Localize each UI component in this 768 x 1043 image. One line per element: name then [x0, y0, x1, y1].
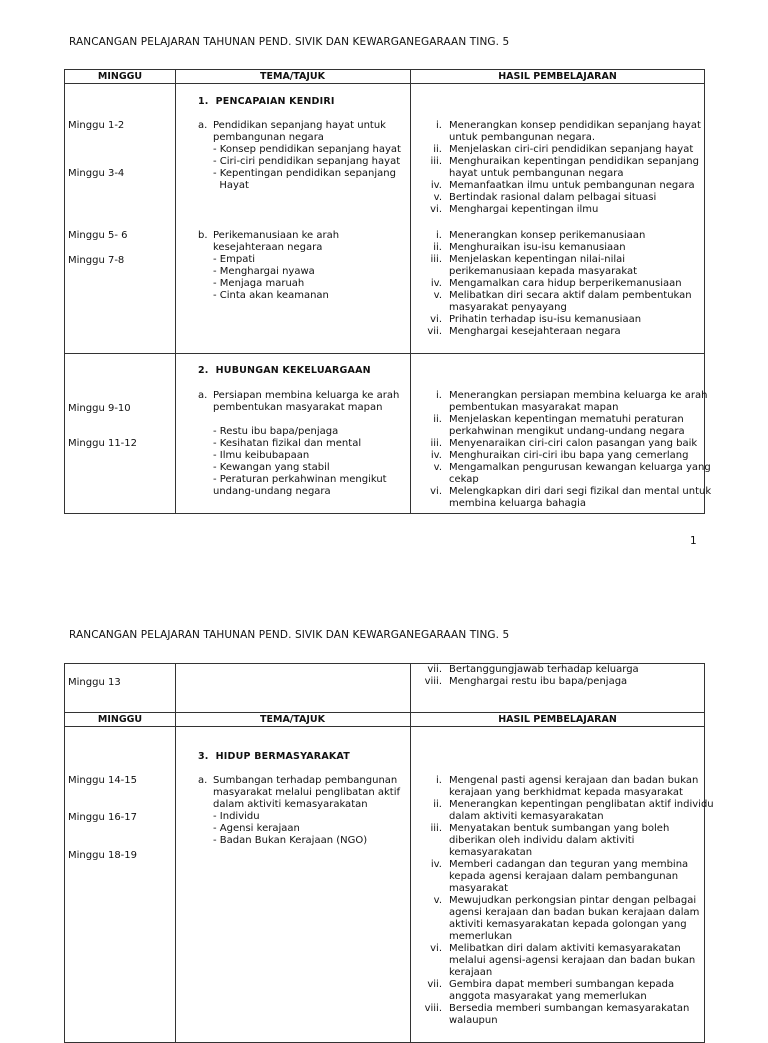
col-header-tema: TEMA/TAJUK	[260, 71, 325, 82]
outcome-text: Menjelaskan ciri-ciri pendidikan sepanjang hayat	[449, 144, 694, 155]
outcome-number: i.	[436, 230, 442, 241]
outcome-text: cekap	[449, 474, 479, 485]
outcome-number: vi.	[430, 943, 442, 954]
page-number: 1	[690, 535, 697, 547]
outcome-text: perikemanusiaan kepada masyarakat	[449, 266, 638, 277]
outcome-text: pembentukan masyarakat mapan	[449, 402, 619, 413]
page-header-title: RANCANGAN PELAJARAN TAHUNAN PEND. SIVIK DAN KEWARGANEGARAAN TING. 5	[69, 36, 510, 48]
topic-text: Hayat	[213, 180, 249, 191]
topic-text: Sumbangan terhadap pembangunan	[213, 775, 398, 786]
outcome-text: Memanfaatkan ilmu untuk pembangunan negara	[449, 180, 695, 191]
outcome-text: Prihatin terhadap isu-isu kemanusiaan	[449, 314, 642, 325]
outcome-number: vii.	[427, 326, 442, 337]
col-header-minggu-2: MINGGU	[97, 714, 143, 725]
page2-header-title: RANCANGAN PELAJARAN TAHUNAN PEND. SIVIK DAN KEWARGANEGARAAN TING. 5	[69, 629, 510, 641]
outcome-text: Menyenaraikan ciri-ciri calon pasangan yang baik	[449, 438, 698, 449]
topic-text: - Menghargai nyawa	[213, 266, 315, 277]
week-label: Minggu 18-19	[68, 850, 138, 861]
outcome-number: iii.	[430, 254, 442, 265]
outcome-number: vi.	[430, 204, 442, 215]
topic-text: - Kepentingan pendidikan sepanjang	[213, 168, 396, 179]
outcome-text: Menghuraikan ciri-ciri ibu bapa yang cemerlang	[449, 450, 689, 461]
topic-text: pembangunan negara	[213, 132, 324, 143]
outcome-text: Melibatkan diri dalam aktiviti kemasyarakatan	[449, 943, 681, 954]
outcome-text: Bersedia memberi sumbangan kemasyarakatan	[449, 1003, 690, 1014]
topic-text: - Konsep pendidikan sepanjang hayat	[213, 144, 401, 155]
outcome-number: vii.	[427, 979, 442, 990]
topic-text: kesejahteraan negara	[213, 242, 323, 253]
outcome-text: Menerangkan kepentingan penglibatan aktif individu	[449, 799, 714, 810]
outcome-text: agensi kerajaan dan badan bukan kerajaan dalam	[449, 907, 700, 918]
outcome-text: Mengamalkan pengurusan kewangan keluarga yang	[449, 462, 711, 473]
outcome-text: anggota masyarakat yang memerlukan	[449, 991, 647, 1002]
topic-text: - Menjaga maruah	[213, 278, 305, 289]
outcome-text: Mengenal pasti agensi kerajaan dan badan bukan	[449, 775, 699, 786]
col-header-hasil: HASIL PEMBELAJARAN	[498, 71, 617, 82]
outcome-number: iv.	[430, 278, 442, 289]
outcome-number: v.	[433, 462, 442, 473]
col-header-minggu: MINGGU	[97, 71, 143, 82]
outcome-text: Memberi cadangan dan teguran yang membina	[449, 859, 689, 870]
outcome-number: iv.	[430, 180, 442, 191]
topic-text: - Empati	[213, 254, 256, 265]
topic-text: undang-undang negara	[213, 486, 331, 497]
outcome-text: kemasyarakatan	[449, 847, 533, 858]
topic-text: masyarakat melalui penglibatan aktif	[213, 787, 401, 798]
outcome-number: ii.	[433, 242, 442, 253]
outcome-number: iii.	[430, 156, 442, 167]
topic-text: - Ciri-ciri pendidikan sepanjang hayat	[213, 156, 401, 167]
section-title: 3. HIDUP BERMASYARAKAT	[198, 751, 350, 762]
week-label: Minggu 11-12	[68, 438, 138, 449]
outcome-text: kerajaan	[449, 967, 493, 978]
topic-text: pembentukan masyarakat mapan	[213, 402, 383, 413]
section-title: 1. PENCAPAIAN KENDIRI	[198, 96, 335, 107]
topic-text: - Agensi kerajaan	[213, 823, 300, 834]
topic-text: Persiapan membina keluarga ke arah	[213, 390, 400, 401]
outcome-text: Melibatkan diri secara aktif dalam pembentukan	[449, 290, 692, 301]
outcome-text: Menjelaskan kepentingan mematuhi peraturan	[449, 414, 684, 425]
outcome-text: Mengamalkan cara hidup berperikemanusiaan	[449, 278, 682, 289]
outcome-text: memerlukan	[449, 931, 513, 942]
week-label: Minggu 16-17	[68, 812, 138, 823]
outcome-text: melalui agensi-agensi kerajaan dan badan bukan	[449, 955, 696, 966]
outcome-number: iv.	[430, 859, 442, 870]
outcome-text: membina keluarga bahagia	[449, 498, 587, 509]
outcome-text: Mewujudkan perkongsian pintar dengan pelbagai	[449, 895, 697, 906]
week-label: Minggu 14-15	[68, 775, 138, 786]
outcome-text: Menghargai restu ibu bapa/penjaga	[449, 676, 628, 687]
outcome-text: Menyatakan bentuk sumbangan yang boleh	[449, 823, 670, 834]
outcome-number: iii.	[430, 823, 442, 834]
outcome-text: Bertanggungjawab terhadap keluarga	[449, 664, 639, 675]
outcome-number: i.	[436, 120, 442, 131]
outcome-text: Menjelaskan kepentingan nilai-nilai	[449, 254, 626, 265]
outcome-text: hayat untuk pembangunan negara	[449, 168, 624, 179]
week-label: Minggu 3-4	[68, 168, 125, 179]
outcome-text: untuk pembangunan negara.	[449, 132, 596, 143]
outcome-text: Menerangkan persiapan membina keluarga ke arah	[449, 390, 708, 401]
col-header-hasil-2: HASIL PEMBELAJARAN	[498, 714, 617, 725]
topic-text: Perikemanusiaan ke arah	[213, 230, 340, 241]
outcome-number: ii.	[433, 414, 442, 425]
outcome-text: Menerangkan konsep pendidikan sepanjang hayat	[449, 120, 701, 131]
outcome-text: kerajaan yang berkhidmat kepada masyarakat	[449, 787, 683, 798]
week-label: Minggu 7-8	[68, 255, 125, 266]
col-header-tema-2: TEMA/TAJUK	[260, 714, 325, 725]
outcome-text: masyarakat penyayang	[449, 302, 567, 313]
topic-text: - Individu	[213, 811, 260, 822]
outcome-text: dalam aktiviti kemasyarakatan	[449, 811, 604, 822]
section-title: 2. HUBUNGAN KEKELUARGAAN	[198, 365, 371, 376]
week-label: Minggu 5- 6	[68, 230, 128, 241]
outcome-number: ii.	[433, 144, 442, 155]
outcome-text: Menghargai kepentingan ilmu	[449, 204, 599, 215]
outcome-text: diberikan oleh individu dalam aktiviti	[449, 835, 635, 846]
topic-text: - Kewangan yang stabil	[213, 462, 330, 473]
outcome-number: vi.	[430, 486, 442, 497]
item-label: b.	[198, 230, 208, 241]
week-label: Minggu 1-2	[68, 120, 125, 131]
outcome-number: ii.	[433, 799, 442, 810]
outcome-text: aktiviti kemasyarakatan kepada golongan yang	[449, 919, 687, 930]
outcome-text: Menerangkan konsep perikemanusiaan	[449, 230, 646, 241]
outcome-number: viii.	[424, 676, 442, 687]
outcome-text: walaupun	[449, 1015, 498, 1026]
outcome-text: Bertindak rasional dalam pelbagai situasi	[449, 192, 657, 203]
outcome-number: v.	[433, 290, 442, 301]
outcome-number: i.	[436, 775, 442, 786]
topic-text: - Kesihatan fizikal dan mental	[213, 438, 362, 449]
outcome-number: i.	[436, 390, 442, 401]
outcome-text: perkahwinan mengikut undang-undang negara	[449, 426, 685, 437]
topic-text: - Cinta akan keamanan	[213, 290, 329, 301]
outcome-text: Melengkapkan diri dari segi fizikal dan mental untuk	[449, 486, 712, 497]
outcome-text: Menghargai kesejahteraan negara	[449, 326, 621, 337]
item-label: a.	[198, 390, 208, 401]
outcome-number: iv.	[430, 450, 442, 461]
outcome-number: vii.	[427, 664, 442, 675]
outcome-text: Menghuraikan kepentingan pendidikan sepanjang	[449, 156, 699, 167]
outcome-number: v.	[433, 192, 442, 203]
outcome-number: v.	[433, 895, 442, 906]
outcome-text: Gembira dapat memberi sumbangan kepada	[449, 979, 675, 990]
outcome-number: vi.	[430, 314, 442, 325]
outcome-text: Menghuraikan isu-isu kemanusiaan	[449, 242, 626, 253]
topic-text: - Restu ibu bapa/penjaga	[213, 426, 339, 437]
topic-text: - Peraturan perkahwinan mengikut	[213, 474, 387, 485]
topic-text: dalam aktiviti kemasyarakatan	[213, 799, 368, 810]
week-label: Minggu 9-10	[68, 403, 131, 414]
outcome-number: iii.	[430, 438, 442, 449]
outcome-text: kepada agensi kerajaan dalam pembangunan	[449, 871, 679, 882]
outcome-text: masyarakat	[449, 883, 509, 894]
week-label: Minggu 13	[68, 677, 121, 688]
topic-text: Pendidikan sepanjang hayat untuk	[213, 120, 386, 131]
item-label: a.	[198, 120, 208, 131]
topic-text: - Ilmu keibubapaan	[213, 450, 310, 461]
item-label: a.	[198, 775, 208, 786]
outcome-number: viii.	[424, 1003, 442, 1014]
topic-text: - Badan Bukan Kerajaan (NGO)	[213, 835, 368, 846]
